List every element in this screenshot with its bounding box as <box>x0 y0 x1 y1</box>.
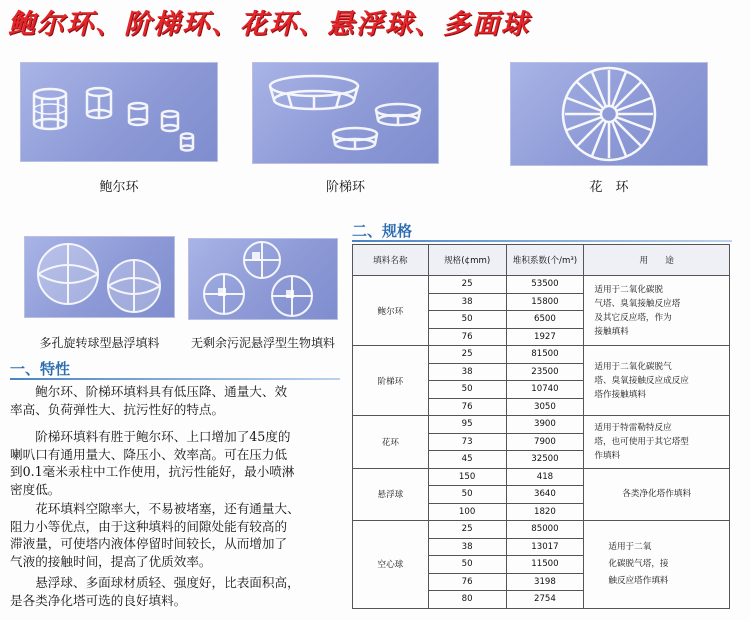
table-row: 50 10740 <box>353 381 730 399</box>
spec-header-row <box>353 245 730 276</box>
flower-ring-photo <box>510 62 708 166</box>
feature-paragraph-1: 鲍尔环、阶梯环填料具有低压降、通量大、效 率高、负荷弹性大、抗污性好的特点。 <box>10 384 288 417</box>
feature-paragraph-2: 阶梯环填料有胜于鲍尔环、上口增加了45度的 喇叭口有通用量大、降压小、效率高。可在压力低 到0.1毫米汞柱中工作使用，抗污性能好，最小喷淋 密度低。 <box>10 429 295 497</box>
table-row: 50 3640 <box>353 486 730 504</box>
ladder-ring-photo <box>252 62 439 164</box>
sphere-photo-2 <box>188 238 338 320</box>
col-header-name: 填料名称 <box>353 245 429 276</box>
ladder-ring-caption: 阶梯环 <box>325 180 365 195</box>
col-header-density: 堆积系数(个/m³) <box>506 245 584 276</box>
specs-divider <box>352 240 732 242</box>
table-row: 38 23500 <box>353 363 730 381</box>
features-heading: 一、特性 <box>10 360 71 378</box>
feature-paragraph-4: 悬浮球、多面球材质轻、强度好，比表面积高， 是各类净化塔可选的良好填料。 <box>10 575 300 608</box>
table-row: 阶梯环 25 81500 适用于二氧化碳脱气 塔、臭氧接触反应成反应 塔作接触填料 <box>353 346 730 364</box>
features-divider <box>10 378 340 380</box>
spec-table-wrap <box>352 244 730 609</box>
rotating-sphere-image <box>24 236 175 318</box>
table-row: 73 7900 <box>353 433 730 451</box>
packing-usage: 适用于二氧化碳脱 气塔、臭氧接触反应塔 及其它反应塔，作为 接触填料 <box>584 276 730 346</box>
flower-ring-caption: 花 环 <box>589 180 629 195</box>
feature-paragraph-3: 花环填料空隙率大，不易被堵塞，还有通量大、 阻力小等优点，由于这种填料的间隙处能有较高的 滞液量，可使塔内液体停留时间较长，从而增加了 气液的接触时间，提高了优质效率。 <box>10 501 300 569</box>
table-row: 80 2754 <box>353 591 730 609</box>
flower-ring-image <box>510 62 708 166</box>
table-row: 76 1927 <box>353 328 730 346</box>
packing-usage: 适用于特雷勒特反应 塔，也可使用于其它塔型 作填料 <box>584 416 730 469</box>
table-row: 76 3050 <box>353 398 730 416</box>
packing-name: 悬浮球 <box>353 468 429 521</box>
table-row: 花环 95 3900 适用于特雷勒特反应 塔，也可使用于其它塔型 作填料 <box>353 416 730 434</box>
bio-sphere-image <box>188 238 338 320</box>
bauer-ring-caption: 鲍尔环 <box>99 180 139 195</box>
sphere-photo-1 <box>24 236 175 318</box>
table-row: 45 32500 <box>353 451 730 469</box>
table-row: 悬浮球 150 418 各类净化塔作填料 <box>353 468 730 486</box>
table-row: 38 15800 <box>353 293 730 311</box>
specs-heading: 二、规格 <box>352 222 413 240</box>
table-row: 鲍尔环 25 53500 适用于二氧化碳脱 气塔、臭氧接触反应塔 及其它反应塔，作为 接触填料 <box>353 276 730 294</box>
sphere1-caption: 多孔旋转球型悬浮填料 <box>39 336 160 350</box>
bauer-ring-photo <box>20 62 218 162</box>
table-row: 100 1820 <box>353 503 730 521</box>
packing-name: 花环 <box>353 416 429 469</box>
packing-name: 空心球 <box>353 521 429 609</box>
sphere2-caption: 无剩余污泥悬浮型生物填料 <box>190 336 335 350</box>
table-row: 38 13017 <box>353 538 730 556</box>
packing-usage: 适用于二氧化碳脱气 塔、臭氧接触反应成反应 塔作接触填料 <box>584 346 730 416</box>
packing-name: 鲍尔环 <box>353 276 429 346</box>
table-row: 50 6500 <box>353 311 730 329</box>
packing-usage: 各类净化塔作填料 <box>584 468 730 521</box>
ladder-ring-image <box>252 62 439 164</box>
packing-name: 阶梯环 <box>353 346 429 416</box>
table-row: 76 3198 <box>353 573 730 591</box>
col-header-usage: 用 途 <box>584 245 730 276</box>
packing-usage: 适用于二氧 化碳脱气塔，接 触反应塔作填料 <box>584 521 730 609</box>
page-title: 鲍尔环、阶梯环、花环、悬浮球、多面球 <box>8 9 530 40</box>
table-row: 空心球 25 85000 适用于二氧 化碳脱气塔，接 触反应塔作填料 <box>353 521 730 539</box>
spec-table <box>352 244 730 609</box>
bauer-ring-image <box>20 62 218 162</box>
col-header-size: 规格(¢mm) <box>428 245 506 276</box>
table-row: 50 11500 <box>353 556 730 574</box>
